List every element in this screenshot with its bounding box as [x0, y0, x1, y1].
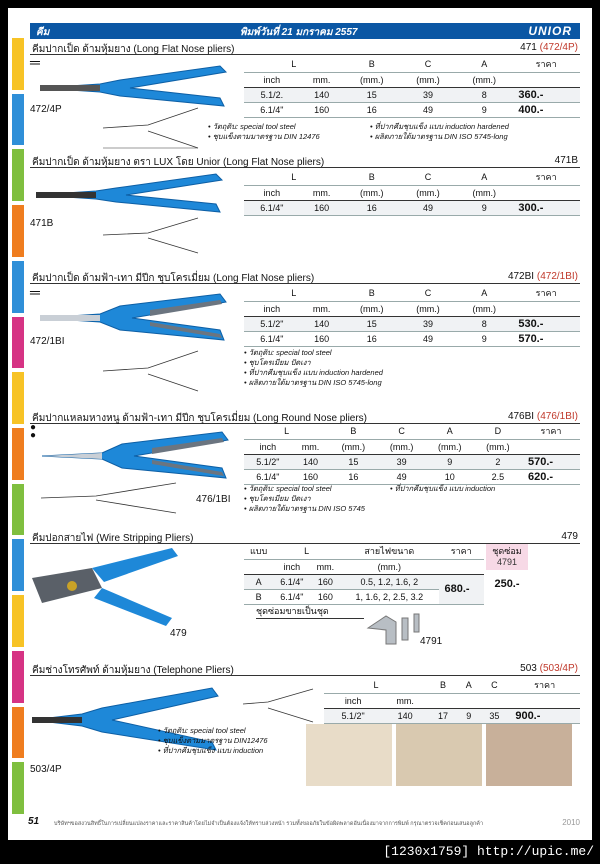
feature-list: • วัตถุดิบ: special tool steel • ชุบโครเมียม ปัดเงา • ผลิตภายใต้มาตรฐาน DIN ISO 5745	[244, 484, 365, 514]
color-stripe	[12, 94, 24, 146]
header-date: พิมพ์วันที่ 21 มกราคม 2557	[240, 27, 358, 38]
model-number: 479	[170, 628, 187, 639]
dimension-diagram	[98, 213, 208, 258]
spec-table: L B C A ราคา inch mm. (mm.) (mm.) (mm.) 5.1/2. 140 15 39 8 360.- 6.1/4" 160 16 49 9 400.-	[244, 57, 580, 118]
repair-model-number: 4791	[420, 636, 443, 647]
color-stripe	[12, 205, 24, 257]
footer-year: 2010	[562, 818, 580, 827]
spec-table: L B C A ราคา inch mm. (mm.) (mm.) (mm.) 6.1/4" 160 16 49 9 300.-	[244, 170, 580, 216]
brand-logo: UNIOR	[528, 24, 572, 38]
wire-stripper-image	[32, 548, 182, 628]
section-title: คีมช่างโทรศัพท์ ด้ามหุ้มยาง (Telephone Pliers) 503 (503/4P)	[32, 663, 578, 676]
model-number: 472/4P	[30, 104, 62, 115]
color-stripe	[12, 651, 24, 703]
feature-list: • วัตถุดิบ: special tool steel • ชุบแข็งตามมาตรฐาน DIN12476 • ที่ปากคีมชุบแข็ง แบบ induction	[158, 726, 268, 756]
model-number: 471B	[30, 218, 54, 229]
color-stripe	[12, 539, 24, 591]
color-stripes	[12, 38, 24, 818]
page-header	[30, 23, 580, 39]
footer-note: บริษัทฯขอสงวนสิทธิ์ในการเปลี่ยนแปลงราคาและราคาสินค้าโดยไม่จำเป็นต้องแจ้งให้ทราบล่วงหน้า รวมทั้งขออภัยในข้อผิดพลาดอันเนื่องมาจากการพิมพ์ กรุณาตรวจเช็คก่อนเสนอลูกค้า	[54, 821, 484, 827]
feature-list: • วัตถุดิบ: special tool steel • ชุบแข็งตามมาตรฐาน DIN 12476	[208, 122, 320, 142]
spec-table: L B C A D ราคา inch mm. (mm.) (mm.) (mm.) (mm.) 5.1/2" 140 15 39 9 2 570.- 6.1/4" 160 16 49 10 2.5 620.-	[244, 424, 580, 485]
color-stripe	[12, 595, 24, 647]
model-number: 476/1BI	[196, 494, 231, 505]
dimension-diagram	[238, 684, 318, 728]
dimension-diagram	[36, 478, 186, 518]
color-stripe	[12, 707, 24, 759]
flat-nose-symbol-icon: ═	[30, 54, 40, 70]
dimension-diagram	[98, 103, 208, 153]
round-nose-symbol-icon: ● ●	[30, 422, 37, 441]
feature-list: • ที่ปากคีมชุบแข็ง แบบ induction	[390, 484, 495, 494]
color-stripe	[12, 428, 24, 480]
pliers-image	[42, 428, 232, 484]
repair-kit-box: ชุดซ่อม 4791 250.-	[486, 544, 528, 590]
color-stripe	[12, 38, 24, 90]
spec-table: แบบ L สายไฟขนาด ราคา inch mm. (mm.) A 6.1/4" 160 0.5, 1.2, 1.6, 2 680.- B 6.1/4" 160 1, 1.6, 2, 2.5, 3.2	[244, 544, 484, 605]
section-title: คีมปากแหลมหางหนู ด้ามฟ้า-เทา มีปีก ชุบโครเมี่ยม (Long Round Nose pliers) 476BI (476/1BI)	[32, 411, 578, 424]
photo	[396, 724, 482, 786]
watermark-bar: [1230x1759] http://upic.me/	[0, 840, 600, 864]
color-stripe	[12, 372, 24, 424]
pliers-image	[40, 290, 230, 346]
model-number: 472/1BI	[30, 336, 65, 347]
section-title: คีมปอกสายไฟ (Wire Stripping Pliers) 479	[32, 531, 578, 544]
flat-nose-symbol-icon: ═	[30, 284, 40, 300]
spec-table: L B C A ราคา inch mm. (mm.) (mm.) (mm.) 5.1/2" 140 15 39 8 530.- 6.1/4" 160 16 49 9 570.-	[244, 286, 580, 347]
section-title: คีมปากเป็ด ด้ามหุ้มยาง (Long Flat Nose pliers) 471 (472/4P)	[32, 42, 578, 55]
color-stripe	[12, 317, 24, 369]
section-title: คีมปากเป็ด ด้ามหุ้มยาง ตรา LUX โดย Unior (Long Flat Nose pliers) 471B	[32, 155, 578, 168]
photo	[486, 724, 572, 786]
color-stripe	[12, 484, 24, 536]
catalog-page	[8, 8, 592, 840]
usage-photos	[306, 724, 582, 786]
section-title: คีมปากเป็ด ด้ามฟ้า-เทา มีปีก ชุบโครเมี่ยม (Long Flat Nose pliers) 472BI (472/1BI)	[32, 271, 578, 284]
spec-table: L B A C ราคา inch mm. 5.1/2" 140 17 9 35 900.-	[324, 678, 580, 724]
feature-list: • วัตถุดิบ: special tool steel • ชุบโครเมียม ปัดเงา • ที่ปากคีมชุบแข็ง แบบ induction hardened • ผลิตภายใต้มาตรฐาน DIN ISO 5745-long	[244, 348, 383, 388]
model-number: 503/4P	[30, 764, 62, 775]
header-category: คีม	[36, 27, 50, 38]
color-stripe	[12, 762, 24, 814]
repair-kit-image	[366, 608, 426, 648]
repair-label: ชุดซ่อมขายเป็นชุด	[256, 604, 364, 619]
page-number: 51	[28, 816, 40, 827]
feature-list: • ที่ปากคีมชุบแข็ง แบบ induction hardened • ผลิตภายใต้มาตรฐาน DIN ISO 5745-long	[370, 122, 509, 142]
dimension-diagram	[98, 346, 208, 396]
color-stripe	[12, 261, 24, 313]
color-stripe	[12, 149, 24, 201]
photo	[306, 724, 392, 786]
